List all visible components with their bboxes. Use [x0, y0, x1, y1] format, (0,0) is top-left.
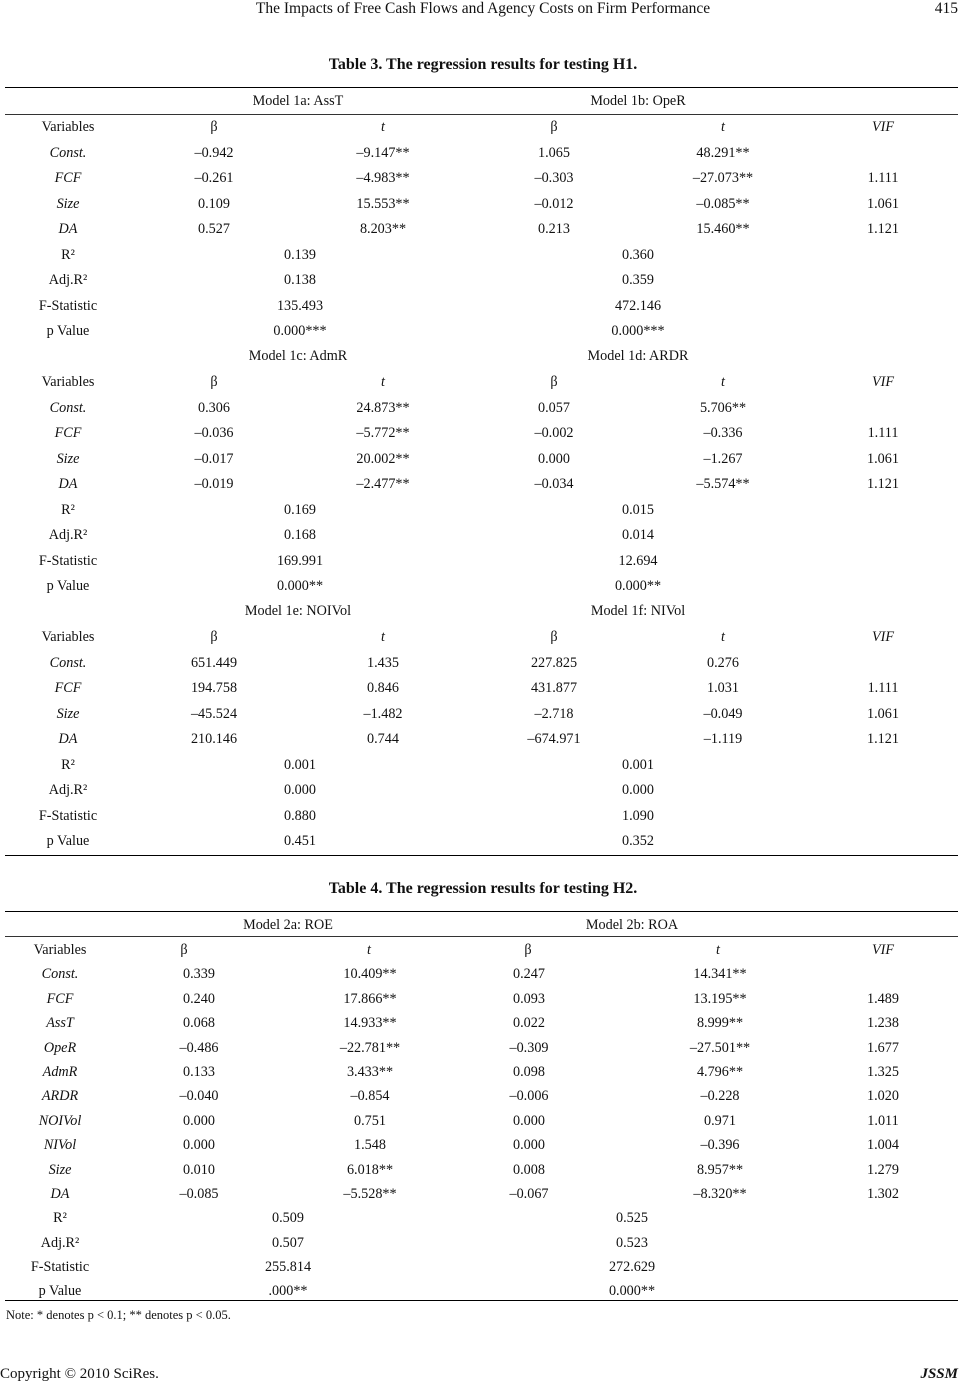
journal-name: JSSM	[920, 1366, 958, 1382]
table-cell: 1.121	[867, 476, 899, 492]
table-cell: 227.825	[530, 654, 578, 671]
table-cell: 10.409**	[343, 966, 397, 983]
table-cell: –27.501**	[689, 1039, 751, 1056]
table-cell: 0.880	[284, 807, 316, 824]
table-cell: 0.000**	[608, 1283, 656, 1299]
table-cell: Model 1c: AdmR	[248, 348, 348, 364]
table-cell: 0.306	[198, 399, 230, 416]
table-cell: p Value	[46, 833, 90, 849]
table-cell: –22.781**	[339, 1039, 401, 1056]
table-cell: –0.336	[703, 425, 743, 441]
coefficient-row	[0, 655, 966, 675]
table-cell: Const.	[41, 966, 79, 983]
table-cell: –5.574**	[696, 476, 750, 492]
table-cell: 0.000**	[614, 578, 662, 594]
table-cell: –0.067	[509, 1186, 549, 1202]
table-cell: 14.933**	[343, 1015, 397, 1032]
table-cell: Model 1d: ARDR	[587, 348, 689, 364]
table-cell: 1.677	[867, 1039, 899, 1056]
table-cell: DA	[58, 476, 78, 492]
table-cell: 0.846	[367, 680, 399, 696]
table-cell: t	[721, 629, 725, 645]
table-cell: 0.525	[616, 1210, 648, 1227]
statistic-row	[0, 527, 966, 547]
table-cell: AdmR	[42, 1064, 78, 1080]
table-cell: Adj.R²	[40, 1234, 80, 1251]
table-cell: R²	[61, 756, 75, 773]
table-cell: 0.010	[183, 1161, 215, 1178]
model-heading-row	[0, 348, 966, 368]
table-cell: β	[180, 942, 188, 958]
statistic-row	[0, 1235, 966, 1255]
table-rule	[5, 114, 958, 115]
table-cell: Const.	[49, 399, 87, 416]
table-cell: 0.098	[513, 1064, 545, 1080]
table-cell: OpeR	[43, 1039, 77, 1056]
model-heading-row	[0, 603, 966, 623]
table-cell: 0.000	[513, 1137, 545, 1154]
table-cell: 651.449	[190, 654, 238, 671]
column-header-row	[0, 374, 966, 394]
statistic-row	[0, 833, 966, 853]
table-cell: 1.489	[867, 990, 899, 1007]
table-cell: 0.276	[707, 654, 739, 671]
table-cell: 431.877	[530, 680, 578, 696]
table-cell: Const.	[49, 654, 87, 671]
table-cell: F-Statistic	[30, 1258, 90, 1275]
table-rule	[5, 87, 958, 88]
copyright: Copyright © 2010 SciRes.	[0, 1366, 159, 1382]
table-cell: 1.065	[538, 144, 570, 161]
table-cell: 0.093	[513, 990, 545, 1007]
table-cell: 1.061	[867, 450, 899, 467]
table-cell: 12.694	[618, 552, 658, 569]
coefficient-row	[0, 706, 966, 726]
table-rule	[5, 936, 958, 937]
table-cell: –674.971	[527, 731, 581, 747]
coefficient-row	[0, 1040, 966, 1060]
table-cell: 0.000***	[611, 323, 665, 339]
statistic-row	[0, 298, 966, 318]
coefficient-row	[0, 966, 966, 986]
table-cell: 0.000	[538, 450, 570, 467]
table-cell: Variables	[41, 629, 95, 645]
table-cell: 8.203**	[359, 221, 407, 237]
table-cell: 0.015	[622, 501, 654, 518]
table-cell: p Value	[46, 578, 90, 594]
table-cell: 472.146	[614, 297, 662, 314]
table-cell: 0.168	[284, 527, 316, 543]
coefficient-row	[0, 425, 966, 445]
table-cell: t	[381, 119, 385, 135]
coefficient-row	[0, 1186, 966, 1206]
table-cell: DA	[58, 731, 78, 747]
table-cell: β	[210, 629, 218, 645]
column-header-row	[0, 629, 966, 649]
table-cell: Model 2b: ROA	[585, 917, 679, 933]
table-cell: 0.000	[513, 1112, 545, 1129]
table-cell: DA	[58, 221, 78, 237]
table-cell: 0.971	[704, 1112, 736, 1129]
statistic-row	[0, 808, 966, 828]
coefficient-row	[0, 1113, 966, 1133]
table-cell: 1.111	[867, 425, 899, 441]
table-cell: –8.320**	[693, 1186, 747, 1202]
table-cell: 1.011	[867, 1112, 899, 1129]
table-cell: –0.036	[194, 425, 234, 441]
table-cell: –1.482	[363, 705, 403, 722]
column-header-row	[0, 942, 966, 962]
table-cell: 4.796**	[696, 1064, 744, 1080]
table-cell: R²	[61, 501, 75, 518]
table-cell: –5.528**	[343, 1186, 397, 1202]
coefficient-row	[0, 1064, 966, 1084]
table-cell: β	[210, 374, 218, 390]
table-cell: –0.017	[194, 450, 234, 467]
table-cell: –0.396	[700, 1137, 740, 1154]
table-cell: 0.509	[272, 1210, 304, 1227]
table-cell: R²	[61, 246, 75, 263]
table-cell: 13.195**	[693, 990, 747, 1007]
table-cell: Model 1f: NIVol	[590, 603, 686, 619]
table-cell: –0.854	[350, 1088, 390, 1105]
statistic-row	[0, 553, 966, 573]
table-cell: 1.111	[867, 680, 899, 696]
table-cell: 0.247	[513, 966, 545, 983]
page-header	[0, 0, 966, 24]
table-cell: Size	[56, 195, 80, 212]
table-cell: t	[721, 119, 725, 135]
table-cell: 1.061	[867, 195, 899, 212]
table-cell: 0.213	[538, 221, 570, 237]
table-cell: 0.352	[622, 833, 654, 849]
table-cell: 0.359	[622, 272, 654, 288]
table-cell: VIF	[871, 629, 895, 645]
table-cell: NIVol	[43, 1137, 77, 1154]
table-cell: β	[210, 119, 218, 135]
table-cell: t	[381, 374, 385, 390]
coefficient-row	[0, 451, 966, 471]
table-cell: Size	[56, 705, 80, 722]
column-header-row	[0, 119, 966, 139]
statistic-row	[0, 323, 966, 343]
table-cell: β	[550, 119, 558, 135]
table-cell: 0.133	[183, 1064, 215, 1080]
table-cell: 210.146	[190, 731, 238, 747]
table-cell: VIF	[871, 942, 895, 958]
table-cell: 17.866**	[343, 990, 397, 1007]
table-4-caption: Table 4. The regression results for testing H2.	[328, 880, 638, 897]
table-cell: –0.303	[534, 170, 574, 186]
table-cell: 0.000	[183, 1112, 215, 1129]
coefficient-row	[0, 1162, 966, 1182]
table-cell: 0.751	[354, 1112, 386, 1129]
running-title: The Impacts of Free Cash Flows and Agency Costs on Firm Performance	[255, 0, 711, 17]
table-cell: β	[550, 374, 558, 390]
statistic-row	[0, 272, 966, 292]
table-cell: 1.548	[354, 1137, 386, 1154]
table-cell: –2.477**	[356, 476, 410, 492]
table-cell: ARDR	[41, 1088, 79, 1105]
table-cell: 0.507	[272, 1234, 304, 1251]
table-cell: Model 1e: NOIVol	[244, 603, 352, 619]
statistic-row	[0, 1210, 966, 1230]
table-cell: NOIVol	[38, 1112, 82, 1129]
table-cell: 0.008	[513, 1161, 545, 1178]
table-cell: F-Statistic	[38, 807, 98, 824]
table-cell: –0.002	[534, 425, 574, 441]
table-cell: Adj.R²	[48, 782, 88, 798]
table-cell: –5.772**	[356, 425, 410, 441]
table-cell: Adj.R²	[48, 527, 88, 543]
table-cell: β	[524, 942, 532, 958]
table-rule	[5, 1300, 958, 1301]
table-cell: –0.040	[179, 1088, 219, 1105]
table-cell: VIF	[871, 119, 895, 135]
table-cell: DA	[50, 1186, 70, 1202]
table-cell: 14.341**	[693, 966, 747, 983]
table-cell: 1.121	[867, 221, 899, 237]
table-cell: 1.061	[867, 705, 899, 722]
table-cell: 0.000	[622, 782, 654, 798]
table-cell: 1.325	[867, 1064, 899, 1080]
table-cell: 0.001	[622, 756, 654, 773]
table-cell: –0.006	[509, 1088, 549, 1105]
table-cell: 1.435	[367, 654, 399, 671]
table-cell: FCF	[54, 170, 82, 186]
table-cell: –0.309	[509, 1039, 549, 1056]
table-cell: 6.018**	[346, 1161, 394, 1178]
table-cell: 5.706**	[699, 399, 747, 416]
table-cell: 1.279	[867, 1161, 899, 1178]
table-cell: 169.991	[276, 552, 324, 569]
table-cell: –0.034	[534, 476, 574, 492]
statistic-row	[0, 247, 966, 267]
table-cell: 0.360	[622, 246, 654, 263]
table-cell: 0.138	[284, 272, 316, 288]
table-cell: –27.073**	[692, 170, 754, 186]
table-cell: Model 1a: AssT	[252, 93, 344, 109]
model-heading-row	[0, 93, 966, 113]
table-cell: t	[721, 374, 725, 390]
table-cell: FCF	[54, 680, 82, 696]
table-cell: 1.031	[707, 680, 739, 696]
table-cell: 1.121	[867, 731, 899, 747]
table-cell: 135.493	[276, 297, 324, 314]
coefficient-row	[0, 991, 966, 1011]
table-cell: 0.139	[284, 246, 316, 263]
table-cell: –0.261	[194, 170, 234, 186]
table-cell: Variables	[33, 942, 87, 958]
table-cell: 1.004	[867, 1137, 899, 1154]
table-cell: R²	[53, 1210, 67, 1227]
table-cell: 0.000	[183, 1137, 215, 1154]
table-cell: –0.049	[703, 705, 743, 722]
table-cell: 20.002**	[356, 450, 410, 467]
table-cell: 0.109	[198, 195, 230, 212]
coefficient-row	[0, 680, 966, 700]
table-cell: Adj.R²	[48, 272, 88, 288]
table-cell: –45.524	[190, 705, 238, 722]
table-cell: F-Statistic	[38, 552, 98, 569]
model-heading-row	[0, 917, 966, 937]
coefficient-row	[0, 1015, 966, 1035]
table-cell: Const.	[49, 144, 87, 161]
table-cell: –0.228	[700, 1088, 740, 1105]
page-number: 415	[934, 0, 958, 17]
table-cell: –1.119	[703, 731, 743, 747]
table-cell: 0.000**	[276, 578, 324, 594]
table-cell: Model 2a: ROE	[243, 917, 333, 933]
table-cell: 8.957**	[696, 1161, 744, 1178]
table-cell: t	[381, 629, 385, 645]
table-cell: –0.085	[179, 1186, 219, 1202]
coefficient-row	[0, 145, 966, 165]
table-cell: –0.486	[179, 1039, 219, 1056]
table-cell: –0.012	[534, 195, 574, 212]
table-note: Note: * denotes p < 0.1; ** denotes p < 0.05.	[6, 1308, 231, 1322]
coefficient-row	[0, 221, 966, 241]
table-cell: 0.339	[183, 966, 215, 983]
coefficient-row	[0, 170, 966, 190]
table-cell: 0.744	[367, 731, 399, 747]
table-cell: 0.022	[513, 1015, 545, 1032]
table-cell: 0.240	[183, 990, 215, 1007]
table-cell: 1.111	[867, 170, 899, 186]
coefficient-row	[0, 196, 966, 216]
table-cell: 15.553**	[356, 195, 410, 212]
coefficient-row	[0, 731, 966, 751]
statistic-row	[0, 502, 966, 522]
table-cell: 194.758	[190, 680, 238, 696]
coefficient-row	[0, 476, 966, 496]
table-cell: t	[367, 942, 371, 958]
table-cell: Variables	[41, 374, 95, 390]
table-rule	[5, 911, 958, 912]
table-cell: FCF	[54, 425, 82, 441]
table-cell: 1.238	[867, 1015, 899, 1032]
table-cell: FCF	[46, 990, 74, 1007]
table-rule	[5, 855, 958, 856]
table-cell: 1.302	[867, 1186, 899, 1202]
coefficient-row	[0, 1088, 966, 1108]
table-cell: 3.433**	[346, 1064, 394, 1080]
statistic-row	[0, 1259, 966, 1279]
table-cell: 0.527	[198, 221, 230, 237]
table-cell: 1.090	[622, 807, 654, 824]
table-cell: 0.014	[622, 527, 654, 543]
table-cell: 0.451	[284, 833, 316, 849]
table-cell: 0.169	[284, 501, 316, 518]
table-cell: 0.523	[616, 1234, 648, 1251]
table-cell: p Value	[38, 1283, 82, 1299]
table-cell: Variables	[41, 119, 95, 135]
table-cell: 0.001	[284, 756, 316, 773]
table-cell: 15.460**	[696, 221, 750, 237]
table-cell: t	[716, 942, 720, 958]
table-cell: 8.999**	[696, 1015, 744, 1032]
table-cell: 0.057	[538, 399, 570, 416]
table-cell: –1.267	[703, 450, 743, 467]
table-cell: β	[550, 629, 558, 645]
table-cell: Model 1b: OpeR	[590, 93, 686, 109]
table-cell: 0.000	[284, 782, 316, 798]
table-cell: 255.814	[264, 1258, 312, 1275]
coefficient-row	[0, 400, 966, 420]
table-cell: –2.718	[534, 705, 574, 722]
table-cell: 24.873**	[356, 399, 410, 416]
table-cell: AssT	[46, 1015, 74, 1032]
table-cell: 0.068	[183, 1015, 215, 1032]
table-cell: .000**	[268, 1283, 308, 1299]
table-cell: –4.983**	[356, 170, 410, 186]
table-cell: 0.000***	[273, 323, 327, 339]
table-cell: Size	[56, 450, 80, 467]
table-cell: –0.942	[194, 144, 234, 161]
table-cell: –0.019	[194, 476, 234, 492]
table-cell: 1.020	[867, 1088, 899, 1105]
table-cell: 48.291**	[696, 144, 750, 161]
table-3-caption: Table 3. The regression results for testing H1.	[328, 56, 638, 73]
table-cell: Size	[48, 1161, 72, 1178]
table-cell: –9.147**	[356, 144, 410, 161]
statistic-row	[0, 578, 966, 598]
statistic-row	[0, 757, 966, 777]
table-cell: –0.085**	[696, 195, 750, 212]
statistic-row	[0, 782, 966, 802]
table-cell: 272.629	[608, 1258, 656, 1275]
table-cell: F-Statistic	[38, 297, 98, 314]
coefficient-row	[0, 1137, 966, 1157]
table-cell: VIF	[871, 374, 895, 390]
table-cell: p Value	[46, 323, 90, 339]
